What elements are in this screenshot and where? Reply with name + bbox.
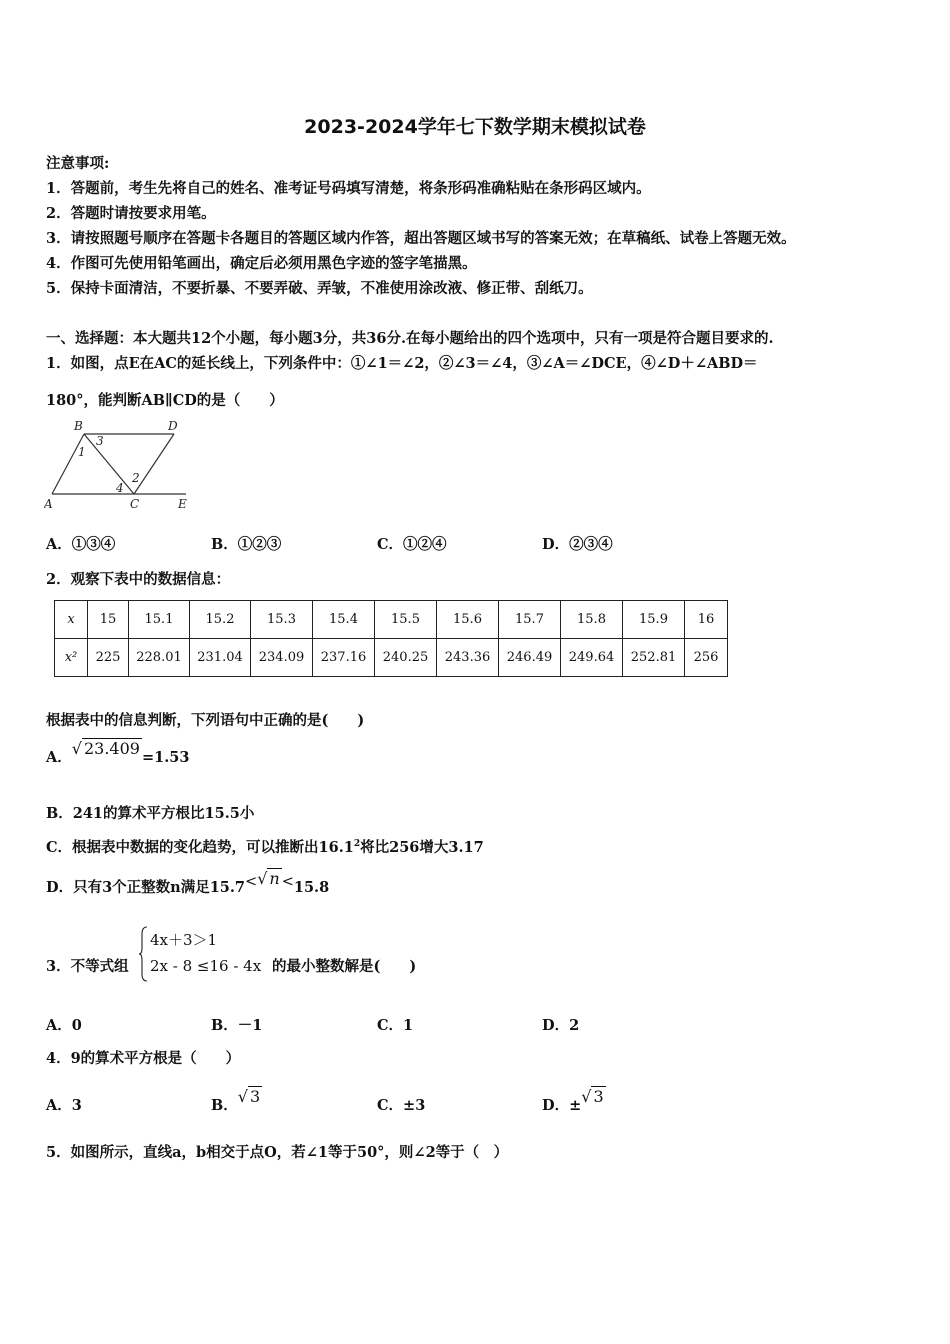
angle-2-label: 2 — [132, 471, 140, 485]
label-c: C — [130, 497, 140, 511]
section-heading: 一、选择题：本大题共12个小题，每小题3分，共36分.在每小题给出的四个选项中，只有一项是符合题目要求的. — [46, 330, 774, 347]
option-letter: B． — [211, 1097, 238, 1114]
q2-stem: 2．观察下表中的数据信息： — [46, 571, 231, 588]
notice-heading: 注意事项: — [46, 155, 110, 172]
sqrt-expression: √ n — [257, 869, 280, 888]
notice-item-5: 5．保持卡面清洁，不要折暴、不要弄破、弄皱，不准使用涂改液、修正带、刮纸刀。 — [46, 280, 593, 297]
table-cell: 15.2 — [190, 601, 251, 639]
angle-3-label: 3 — [96, 434, 104, 448]
notice-item-1: 1．答题前，考生先将自己的姓名、准考证号码填写清楚，将条形码准确粘贴在条形码区域内。 — [46, 180, 651, 197]
table-cell: 16 — [685, 601, 728, 639]
q1-stem-line2: 180°，能判断AB∥CD的是（ ） — [46, 392, 284, 409]
table-row — [55, 601, 728, 639]
exponent: 2 — [353, 839, 361, 850]
notice-item-2: 2．答题时请按要求用笔。 — [46, 205, 216, 222]
option-tail: 15.8 — [293, 879, 330, 896]
table-cell: 246.49 — [499, 639, 561, 677]
q2-data-table — [54, 600, 728, 677]
table-cell: 237.16 — [313, 639, 375, 677]
table-cell: 15.4 — [313, 601, 375, 639]
angle-1-label: 1 — [78, 445, 86, 459]
radicand: 3 — [249, 1087, 261, 1106]
table-cell: 240.25 — [375, 639, 437, 677]
q3-inequality-1: 4x＋3＞1 — [150, 931, 218, 949]
label-b: B — [74, 419, 83, 433]
q3-prefix: 3．不等式组 — [46, 958, 129, 975]
q1-stem-line1: 1．如图，点E在AC的延长线上，下列条件中：①∠1＝∠2，②∠3＝∠4，③∠A＝∠DCE，④∠D＋∠ABD＝ — [46, 355, 758, 372]
q2-option-c — [46, 836, 484, 857]
sqrt-expression: √ 3 — [237, 1087, 261, 1106]
q4-option-a: A．3 — [46, 1097, 82, 1114]
table-cell: 249.64 — [561, 639, 623, 677]
q1-figure — [44, 416, 194, 514]
table-cell: 15.6 — [437, 601, 499, 639]
q2-question: 根据表中的信息判断，下列语句中正确的是( ) — [46, 712, 365, 729]
brace-icon — [138, 926, 148, 982]
q1-option-c: C．①②④ — [377, 536, 447, 553]
table-cell: 15.8 — [561, 601, 623, 639]
table-cell: 234.09 — [251, 639, 313, 677]
notice-item-4: 4．作图可先使用铅笔画出，确定后必须用黑色字迹的签字笔描黑。 — [46, 255, 477, 272]
q3-option-c: C．1 — [377, 1017, 414, 1034]
table-cell: 15.1 — [129, 601, 190, 639]
option-tail: =1.53 — [141, 749, 190, 766]
table-cell: 228.01 — [129, 639, 190, 677]
angle-4-label: 4 — [116, 481, 124, 495]
option-letter: A． — [46, 749, 72, 766]
table-cell: 225 — [88, 639, 129, 677]
sqrt-expression: √ 23.409 — [71, 739, 140, 758]
q1-option-a: A．①③④ — [46, 536, 116, 553]
option-tail: 将比256增大3.17 — [360, 839, 484, 856]
table-cell: 15 — [88, 601, 129, 639]
q3-suffix: 的最小整数解是( ) — [272, 958, 417, 975]
q4-option-c: C．±3 — [377, 1097, 426, 1114]
q4-stem: 4．9的算术平方根是（ ） — [46, 1050, 241, 1067]
table-cell: 15.5 — [375, 601, 437, 639]
option-text: C．根据表中数据的变化趋势，可以推断出16.1 — [46, 839, 354, 856]
q1-option-b: B．①②③ — [211, 536, 282, 553]
radicand: 3 — [593, 1087, 604, 1106]
q2-option-d — [46, 869, 330, 897]
q3-option-b: B．－1 — [211, 1017, 263, 1034]
q2-option-a — [46, 739, 190, 767]
q3-option-d: D．2 — [542, 1017, 580, 1034]
table-cell: 252.81 — [623, 639, 685, 677]
table-cell: 15.3 — [251, 601, 313, 639]
sqrt-expression: √ 3 — [581, 1087, 604, 1106]
table-cell: 256 — [685, 639, 728, 677]
notice-item-3: 3．请按照题号顺序在答题卡各题目的答题区域内作答，超出答题区域书写的答案无效；在草稿纸、试卷上答题无效。 — [46, 230, 796, 247]
table-cell: x — [55, 601, 88, 639]
table-cell: 243.36 — [437, 639, 499, 677]
table-cell: 15.7 — [499, 601, 561, 639]
option-text: D．只有3个正整数n满足15.7 — [46, 879, 246, 896]
q3-inequality-2: 2x - 8 ≤16 - 4x — [150, 957, 262, 975]
page-title: 2023-2024学年七下数学期末模拟试卷 — [304, 116, 646, 138]
option-letter: D．± — [542, 1097, 582, 1114]
table-cell: x² — [55, 639, 88, 677]
label-d: D — [168, 419, 178, 433]
table-row — [55, 639, 728, 677]
q4-option-b — [211, 1087, 262, 1115]
radicand: 23.409 — [83, 739, 140, 758]
q5-stem: 5．如图所示，直线a，b相交于点O，若∠1等于50°，则∠2等于（ ） — [46, 1144, 509, 1161]
label-a: A — [44, 497, 53, 511]
q1-option-d: D．②③④ — [542, 536, 613, 553]
q4-option-d — [542, 1087, 606, 1115]
less-than-sign: < — [281, 874, 294, 890]
less-than-sign: < — [245, 874, 258, 890]
q3-option-a: A．0 — [46, 1017, 82, 1034]
table-cell: 15.9 — [623, 601, 685, 639]
radicand: n — [269, 869, 280, 888]
q2-option-b: B．241的算术平方根比15.5小 — [46, 805, 255, 822]
table-cell: 231.04 — [190, 639, 251, 677]
label-e: E — [178, 497, 187, 511]
